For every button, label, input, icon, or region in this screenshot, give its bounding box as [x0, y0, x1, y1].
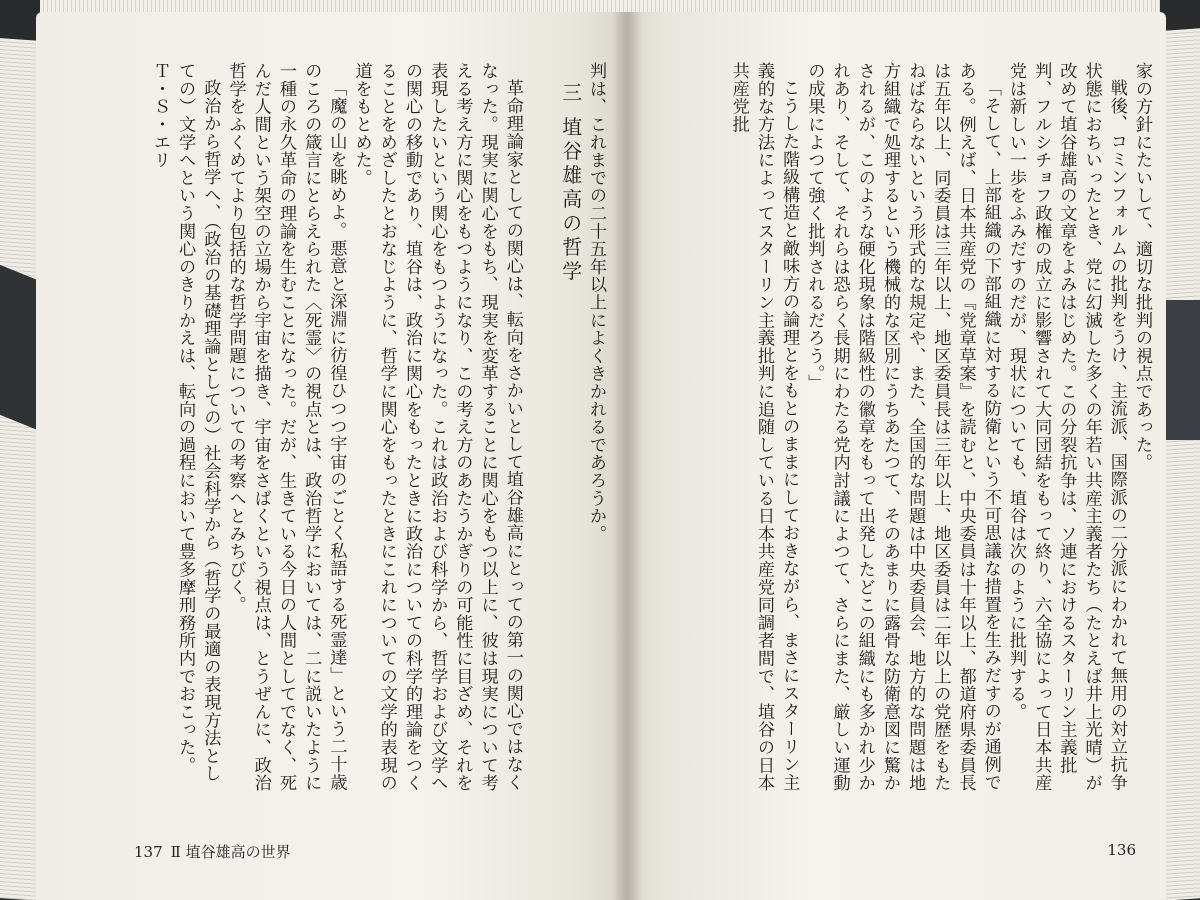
- left-paragraph-2: 「魔の山を眺めよ。悪意と深淵に彷徨ひつつ宇宙のごとく私語する死霊達」という二十歳のころの箴言にとらえられた〈死霊〉の視点とは、政治哲学においては、二に説いたように一種の永久革命の理論を生むことになった。だが、生きている今日の人間としてでなく、死んだ人間という架空の立場から宇宙を描き、宇宙をさばくという視点は、とうぜんに、政治哲学をふくめてより包括的な哲学問題についての考察へとみちびく。: [225, 62, 347, 792]
- book-gutter: [612, 12, 642, 900]
- left-page-number: 137: [134, 843, 163, 861]
- right-paragraph-2: 戦後、コミンフォルムの批判をうけ、主流派、国際派の二分派にわかれて無用の対立抗争状態におちいったとき、党に幻滅した多くの年若い共産主義者たち（たとえば井上光晴）が改めて埴谷雄高の文章をよみはじめた。この分裂抗争は、ソ連におけるスターリン主義批判、フルシチョフ政権の成立に影響されて大同団結をもって終り、六全協によって日本共産党は新しい一歩をふみだすのだが、現状についても、埴谷は次のように批判する。: [1005, 62, 1127, 792]
- left-page-footer: [134, 841, 291, 862]
- running-head: Ⅱ 埴谷雄高の世界: [170, 843, 291, 861]
- left-page: [36, 12, 626, 900]
- right-paragraph-3: 「そして、上部組織の下部組織に対する防衛という不可思議な措置を生みだすのが通例である。例えば、日本共産党の『党章草案』を読むと、中央委員は十年以上、都道府県委員長は五年以上、同委員は三年以上、地区委員長は三年以上、地区委員は二年以上の党歴をもたねばならないという形式的な規定や、また、全国的な問題は中央委員会、地方的な問題は地方組織で処理するという機械的な区別にうちあたつて、そのあまりに露骨な防衛意図に驚かされるが、このような硬化現象は階級性の徽章をもって出発したどこの組織にも多かれ少かれあり、そして、それらは恐らく長期にわたる党内討議によつて、さらにまた、厳しい運動の成果によつて強く批判されるだろう。」: [804, 62, 1001, 792]
- background-block-right: [1160, 300, 1200, 440]
- left-paragraph-1: 革命理論家としての関心は、転向をさかいとして埴谷雄高にとっての第一の関心ではなくなった。現実に関心をもち、現実を変革することに関心をもつ以上に、彼は現実について考える考え方に関心をもつようになり、この考え方のあたうかぎりの可能性に目ざめ、それを表現したいという関心をもつようになった。これは政治および科学から、哲学および文学への関心の移動であり、埴谷は、政治に関心をもったときに政治についての科学的理論をつくることをめざしたとおなじように、哲学に関心をもったときにこれについての文学的表現の道をもとめた。: [351, 62, 523, 792]
- right-page: [626, 12, 1166, 900]
- right-page-number: 136: [1107, 841, 1136, 859]
- section-heading: 三 埴谷雄高の哲学: [558, 82, 583, 285]
- left-page-text: [48, 62, 608, 797]
- right-page-text: [634, 62, 1154, 797]
- left-paragraph-3: 政治から哲学へ、（政治の基礎理論としての）社会科学から（哲学の最適の表現方法としての）文学へという関心のきりかえは、転向の過程において豊多摩刑務所内でおこった。Ｔ・Ｓ・エリ: [149, 62, 221, 783]
- right-page-footer: [1107, 841, 1136, 859]
- right-paragraph-1: 家の方針にたいして、適切な批判の視点であった。: [1132, 62, 1152, 472]
- left-lead-paragraph: 判は、これまでの二十五年以上によくきかれるであろうか。: [586, 62, 606, 543]
- right-paragraph-4: こうした階級構造と敵味方の論理とをもとのままにしておきながら、まさにスターリン主義的な方法によってスターリン主義批判に追随している日本共産党同調者間で、埴谷の日本共産党批: [728, 62, 800, 792]
